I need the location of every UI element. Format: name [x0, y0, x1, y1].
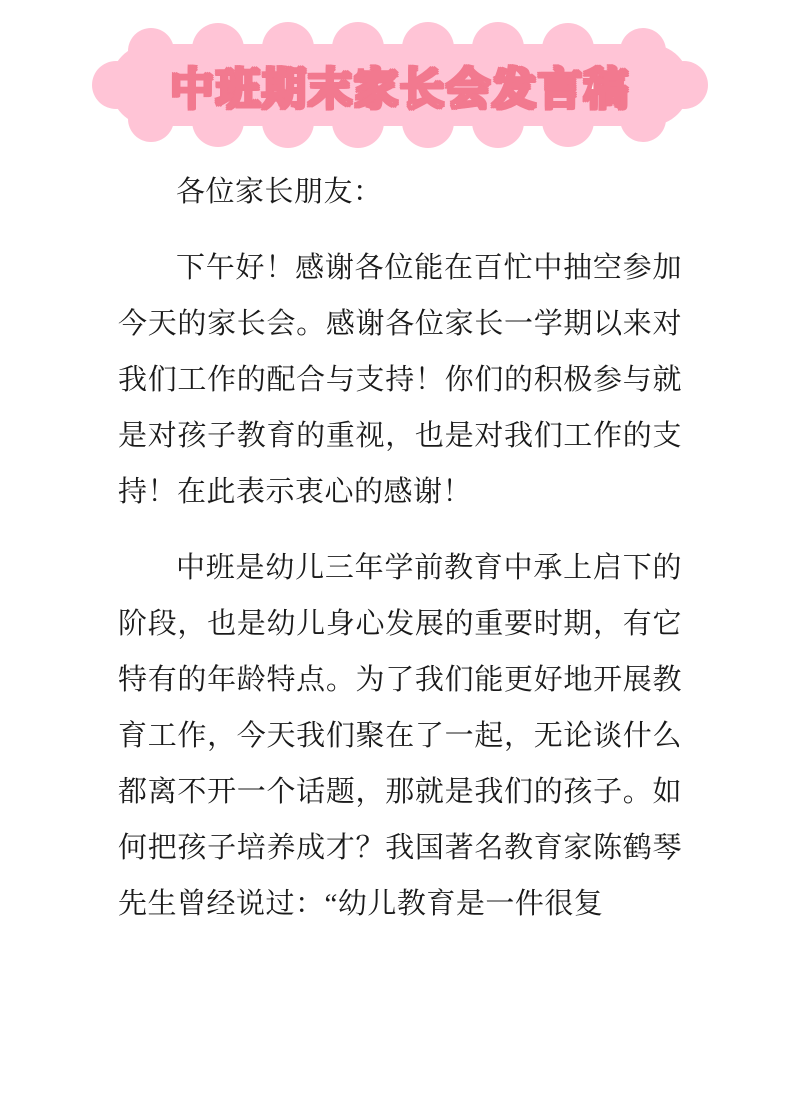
title-banner	[110, 44, 690, 126]
document-body	[118, 164, 682, 932]
page-title: 中班期末家长会发言稿	[170, 64, 630, 115]
paragraph-salutation: 各位家长朋友：	[176, 176, 383, 208]
document-page	[0, 44, 800, 1111]
paragraph-greeting: 下午好！感谢各位能在百忙中抽空参加今天的家长会。感谢各位家长一学期以来对我们工作的配合与支持！你们的积极参与就是对孩子教育的重视，也是对我们工作的支持！在此表示衷心的感谢！	[118, 252, 682, 508]
paragraph-main: 中班是幼儿三年学前教育中承上启下的阶段，也是幼儿身心发展的重要时期，有它特有的年龄特点。为了我们能更好地开展教育工作，今天我们聚在了一起，无论谈什么都离不开一个话题，那就是我们的孩子。如何把孩子培养成才？我国著名教育家陈鹤琴先生曾经说过：“幼儿教育是一件很复	[118, 552, 682, 920]
